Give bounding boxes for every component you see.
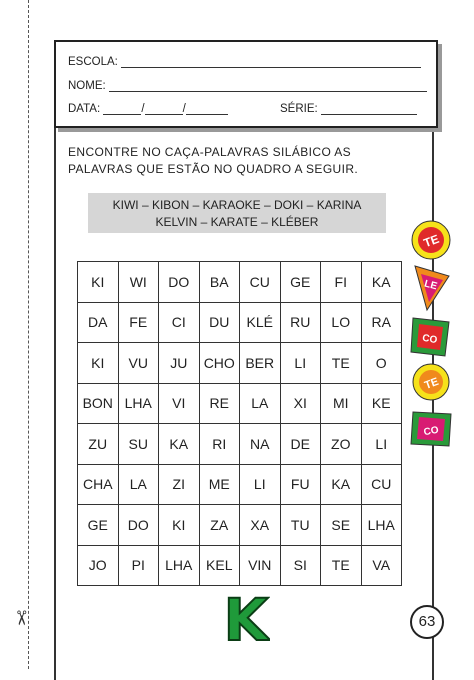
grid-cell[interactable]: CU — [240, 262, 281, 303]
serie-label: SÉRIE: — [280, 103, 318, 115]
grid-cell[interactable]: NA — [240, 424, 281, 465]
grid-cell[interactable]: VA — [361, 545, 402, 586]
instruction-line: ENCONTRE NO CAÇA-PALAVRAS SILÁBICO AS — [68, 145, 352, 159]
instructions — [68, 144, 408, 178]
escola-field[interactable] — [121, 56, 421, 68]
grid-cell[interactable]: ZO — [321, 424, 362, 465]
grid-cell[interactable]: LI — [280, 343, 321, 384]
grid-cell[interactable]: BA — [199, 262, 240, 303]
student-info-box — [54, 40, 438, 128]
date-year-field[interactable] — [186, 103, 228, 115]
word-list-line: KELVIN – KARATE – KLÉBER — [155, 215, 319, 229]
grid-row — [78, 545, 402, 586]
grid-cell[interactable]: CHO — [199, 343, 240, 384]
date-month-field[interactable] — [145, 103, 183, 115]
serie-row — [280, 103, 417, 115]
grid-cell[interactable]: JO — [78, 545, 119, 586]
badge-le-icon — [415, 266, 449, 310]
grid-row — [78, 302, 402, 343]
grid-cell[interactable]: VU — [118, 343, 159, 384]
grid-cell[interactable]: RE — [199, 383, 240, 424]
grid-cell[interactable]: PI — [118, 545, 159, 586]
badge-text: TE — [421, 231, 441, 251]
grid-cell[interactable]: DU — [199, 302, 240, 343]
data-row — [68, 103, 228, 115]
badge-text: CO — [421, 332, 439, 347]
grid-cell[interactable]: LA — [240, 383, 281, 424]
letter-k-logo — [222, 590, 270, 646]
grid-cell[interactable]: LHA — [118, 383, 159, 424]
badge-te-icon — [412, 221, 450, 259]
syllable-grid — [77, 261, 402, 586]
grid-cell[interactable]: RI — [199, 424, 240, 465]
grid-cell[interactable]: CI — [159, 302, 200, 343]
grid-row — [78, 262, 402, 303]
grid-cell[interactable]: CHA — [78, 464, 119, 505]
syllable-badges — [409, 218, 457, 450]
grid-cell[interactable]: KE — [361, 383, 402, 424]
grid-cell[interactable]: KA — [159, 424, 200, 465]
grid-cell[interactable]: DE — [280, 424, 321, 465]
grid-cell[interactable]: CU — [361, 464, 402, 505]
grid-cell[interactable]: VIN — [240, 545, 281, 586]
date-separator: / — [182, 103, 186, 115]
grid-cell[interactable]: TE — [321, 545, 362, 586]
grid-cell[interactable]: WI — [118, 262, 159, 303]
instruction-line: PALAVRAS QUE ESTÃO NO QUADRO A SEGUIR. — [68, 162, 359, 176]
grid-cell[interactable]: MI — [321, 383, 362, 424]
grid-cell[interactable]: SU — [118, 424, 159, 465]
grid-cell[interactable]: KI — [159, 505, 200, 546]
big-letter-text: K — [223, 590, 269, 646]
escola-label: ESCOLA: — [68, 56, 118, 68]
grid-row — [78, 424, 402, 465]
grid-cell[interactable]: LHA — [361, 505, 402, 546]
badge-co-icon — [411, 318, 449, 356]
badge-text: LE — [423, 278, 439, 293]
grid-cell[interactable]: FE — [118, 302, 159, 343]
date-day-field[interactable] — [103, 103, 141, 115]
grid-cell[interactable]: ZI — [159, 464, 200, 505]
grid-cell[interactable]: DO — [159, 262, 200, 303]
grid-cell[interactable]: KI — [78, 343, 119, 384]
grid-cell[interactable]: GE — [280, 262, 321, 303]
grid-cell[interactable]: XA — [240, 505, 281, 546]
data-label: DATA: — [68, 103, 101, 115]
badge-text: CO — [422, 424, 440, 439]
grid-row — [78, 383, 402, 424]
grid-cell[interactable]: SI — [280, 545, 321, 586]
grid-row — [78, 505, 402, 546]
grid-cell[interactable]: KA — [361, 262, 402, 303]
grid-cell[interactable]: ZU — [78, 424, 119, 465]
grid-cell[interactable]: LO — [321, 302, 362, 343]
nome-row — [68, 80, 427, 92]
word-list-line: KIWI – KIBON – KARAOKE – DOKI – KARINA — [112, 198, 362, 212]
serie-field[interactable] — [321, 103, 417, 115]
grid-cell[interactable]: DO — [118, 505, 159, 546]
grid-cell[interactable]: FI — [321, 262, 362, 303]
nome-field[interactable] — [109, 80, 427, 92]
grid-cell[interactable]: ZA — [199, 505, 240, 546]
grid-cell[interactable]: RA — [361, 302, 402, 343]
badge-co-icon — [411, 412, 451, 446]
nome-label: NOME: — [68, 80, 106, 92]
grid-cell[interactable]: BER — [240, 343, 281, 384]
badge-te-icon — [413, 364, 449, 400]
grid-cell[interactable]: O — [361, 343, 402, 384]
grid-cell[interactable]: SE — [321, 505, 362, 546]
grid-cell[interactable]: KA — [321, 464, 362, 505]
grid-cell[interactable]: TE — [321, 343, 362, 384]
grid-cell[interactable]: ME — [199, 464, 240, 505]
grid-cell[interactable]: KLÉ — [240, 302, 281, 343]
grid-cell[interactable]: GE — [78, 505, 119, 546]
grid-cell[interactable]: KEL — [199, 545, 240, 586]
grid-cell[interactable]: VI — [159, 383, 200, 424]
grid-cell[interactable]: DA — [78, 302, 119, 343]
page-number: 63 — [410, 605, 444, 639]
grid-cell[interactable]: LI — [240, 464, 281, 505]
grid-cell[interactable]: TU — [280, 505, 321, 546]
badge-text: TE — [423, 375, 441, 392]
cut-line — [28, 0, 29, 669]
grid-cell[interactable]: LI — [361, 424, 402, 465]
grid-row — [78, 464, 402, 505]
date-separator: / — [141, 103, 145, 115]
word-list-box — [88, 193, 386, 233]
escola-row — [68, 56, 421, 68]
grid-cell[interactable]: XI — [280, 383, 321, 424]
scissors-icon: ✂ — [9, 609, 32, 627]
grid-cell[interactable]: KI — [78, 262, 119, 303]
grid-row — [78, 343, 402, 384]
grid-cell[interactable]: LHA — [159, 545, 200, 586]
grid-cell[interactable]: LA — [118, 464, 159, 505]
grid-cell[interactable]: JU — [159, 343, 200, 384]
grid-cell[interactable]: RU — [280, 302, 321, 343]
grid-cell[interactable]: BON — [78, 383, 119, 424]
grid-cell[interactable]: FU — [280, 464, 321, 505]
